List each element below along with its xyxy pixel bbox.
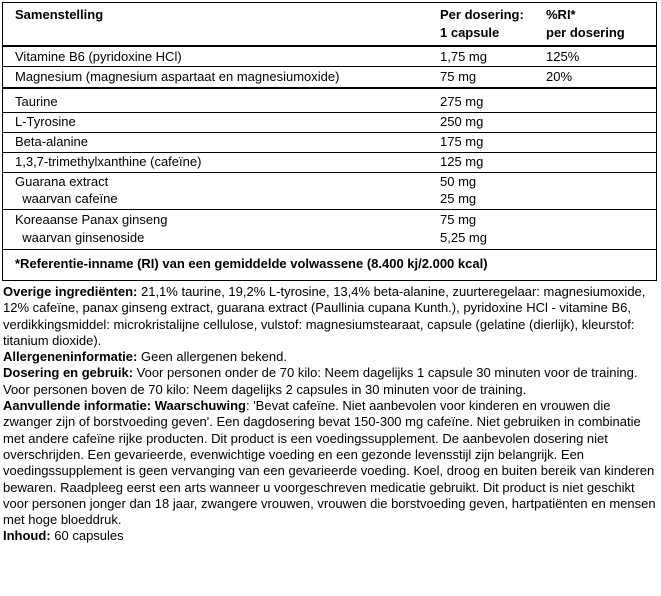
row-divider: [3, 172, 656, 173]
dosage-label: Dosering en gebruik:: [3, 365, 134, 381]
row-amount: 75 mg: [440, 69, 477, 84]
row-amount: 1,75 mg: [440, 49, 487, 64]
header-ri-line2: per dosering: [546, 25, 625, 40]
other-ingredients: [3, 284, 658, 349]
row-amount: 125 mg: [440, 154, 484, 169]
row-name: Koreaanse Panax ginseng: [15, 212, 168, 227]
other-ingredients-label: Overige ingrediënten:: [3, 284, 138, 299]
header-divider: [3, 45, 656, 47]
allergen-info: [3, 349, 658, 365]
row-divider: [3, 249, 656, 250]
contents-text: 60 capsules: [50, 528, 124, 544]
allergen-label: Allergeneninformatie:: [3, 349, 138, 365]
row-name: Taurine: [15, 94, 58, 109]
row-ri: 20%: [546, 69, 573, 84]
row-divider: [3, 152, 656, 153]
row-divider: [3, 66, 656, 67]
additional-text: : 'Bevat cafeïne. Niet aanbevolen voor kinderen en vrouwen die zwanger zijn of borstvoeding geven'. Een dagdosering bevat 150-300 mg cafeïne. Niet gebruiken in combinatie met andere cafeïne rijke producten. Dit product is een voedingssupplement. De aanbevolen dosering niet overschrijden. Een gevarieerde, evenwichtige voeding en een gezonde levensstijl zijn belangrijk. Een voedingssupplement is geen vervanging van een gevarieerde voeding. Koel, droog en buiten bereik van kinderen bewaren. Raadpleeg eerst een arts wanneer u voorgeschreven medicatie gebruikt. Dit product is niet geschikt voor personen jonger dan 18 jaar, zwangere vrouwen, vrouwen die borstvoeding geven, hartpatiënten en mensen met hoge bloeddruk.: [3, 398, 656, 528]
header-composition: Samenstelling: [15, 7, 104, 22]
dosage-text: Voor personen onder de 70 kilo: Neem dagelijks 1 capsule 30 minuten voor de training. Voor personen boven de 70 kilo: Neem dagelijks 2 capsules in 30 minuten voor de training.: [3, 365, 638, 397]
section-divider: [3, 87, 656, 89]
row-amount: 275 mg: [440, 94, 484, 109]
warning-label: Waarschuwing: [154, 398, 246, 414]
contents-label: Inhoud:: [3, 528, 51, 544]
row-divider: [3, 112, 656, 113]
row-name: Vitamine B6 (pyridoxine HCl): [15, 49, 182, 64]
header-per-dose-line1: Per dosering:: [440, 7, 524, 22]
row-name: Magnesium (magnesium aspartaat en magnesiumoxide): [15, 69, 340, 84]
row-name: 1,3,7-trimethylxanthine (cafeïne): [15, 154, 202, 169]
header-per-dose-line2: 1 capsule: [440, 25, 500, 40]
row-amount: 25 mg: [440, 191, 477, 206]
row-amount: 250 mg: [440, 114, 484, 129]
row-subname: waarvan ginsenoside: [15, 230, 145, 245]
row-name: Guarana extract: [15, 174, 109, 189]
row-name: Beta-alanine: [15, 134, 88, 149]
allergen-text: Geen allergenen bekend.: [137, 349, 287, 365]
additional-info: [3, 398, 658, 528]
row-divider: [3, 209, 656, 210]
row-amount: 50 mg: [440, 174, 477, 189]
row-subname: waarvan cafeïne: [15, 191, 118, 206]
row-name: L-Tyrosine: [15, 114, 76, 129]
row-ri: 125%: [546, 49, 580, 64]
row-amount: 75 mg: [440, 212, 477, 227]
contents: [3, 528, 658, 544]
other-ingredients-text: 21,1% taurine, 19,2% L-tyrosine, 13,4% beta-alanine, zuurteregelaar: magnesiumoxide, 12% cafeïne, panax ginseng extract, guarana extract (Paullinia cupana Kunth.), pyridoxine HCl - vitamine B6, verdikkingsmiddel: microkristalijne cellulose, vulstof: magnesiumstearaat, capsule (gelatine (dierlijk), kleurstof: titanium dioxide).: [3, 284, 646, 348]
row-divider: [3, 132, 656, 133]
header-ri-line1: %RI*: [546, 7, 576, 22]
additional-label: Aanvullende informatie:: [3, 398, 152, 414]
row-amount: 175 mg: [440, 134, 484, 149]
product-info: [3, 284, 658, 545]
dosage-usage: [3, 365, 658, 398]
nutrition-table: [2, 2, 657, 281]
table-footnote: *Referentie-inname (RI) van een gemiddelde volwassene (8.400 kj/2.000 kcal): [15, 256, 488, 271]
row-amount: 5,25 mg: [440, 230, 487, 245]
